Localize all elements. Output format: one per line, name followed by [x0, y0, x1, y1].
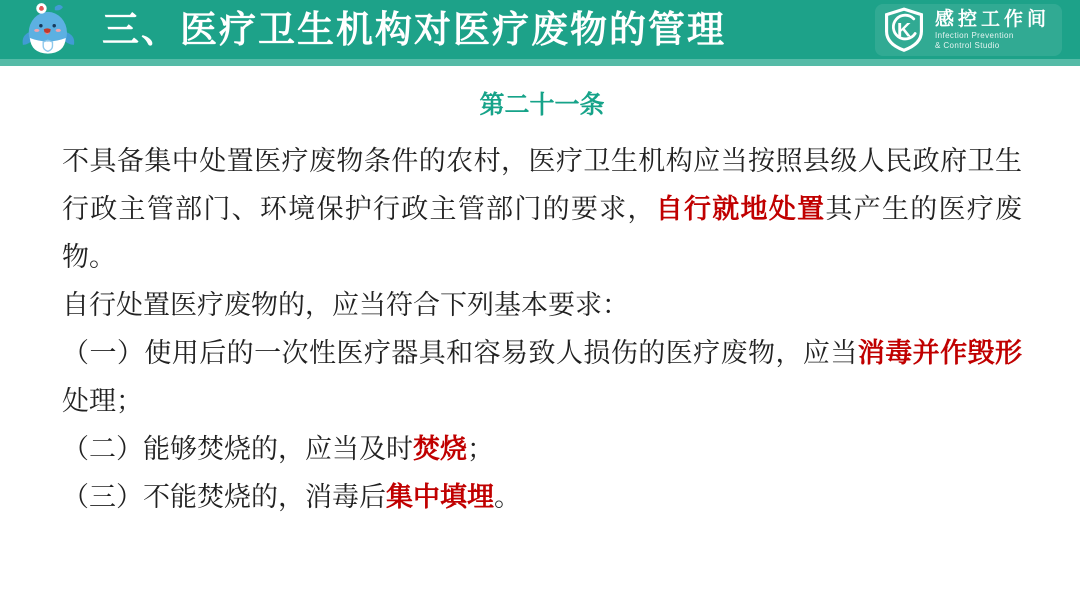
body-text: 。 — [494, 482, 521, 512]
body-text: 自行处置医疗废物的，应当符合下列基本要求： — [62, 290, 629, 320]
body-text: （一）使用后的一次性医疗器具和容易致人损伤的医疗废物，应当 — [62, 338, 858, 368]
article-text — [62, 137, 1022, 521]
k-shield-icon — [883, 7, 925, 53]
body-paragraph — [62, 473, 1022, 521]
body-paragraph — [62, 329, 1022, 425]
logo-name: 感控工作间 — [934, 9, 1050, 30]
svg-text:K: K — [896, 18, 912, 41]
body-text: ； — [467, 434, 494, 464]
highlight-text: 集中填埋 — [386, 482, 494, 512]
nurse-fish-mascot-icon — [20, 2, 78, 60]
body-paragraph — [62, 425, 1022, 473]
body-text: （二）能够焚烧的，应当及时 — [62, 434, 413, 464]
studio-logo — [875, 4, 1062, 56]
body-text: 其产生的医疗废物。 — [62, 194, 1023, 272]
body-text: 不具备集中处置医疗废物条件的农村，医疗卫生机构应当按照县级人民政府卫生行政主管部门、环境保护行政主管部门的要求， — [62, 146, 1022, 224]
body-paragraph — [62, 137, 1022, 281]
header-bottom-edge — [0, 59, 1080, 66]
slide-body — [0, 66, 1080, 521]
article-heading: 第二十一条 — [479, 91, 605, 119]
body-paragraph — [62, 281, 1022, 329]
slide-header — [0, 0, 1080, 59]
logo-text — [935, 8, 1050, 51]
page-title: 三、医疗卫生机构对医疗废物的管理 — [102, 9, 726, 50]
highlight-text: 自行就地处置 — [655, 194, 826, 224]
body-text: （三）不能焚烧的，消毒后 — [62, 482, 386, 512]
body-text: 处理； — [62, 386, 143, 416]
logo-subtitle-line2: & Control Studio — [934, 41, 1000, 50]
highlight-text: 消毒并作毁形 — [857, 338, 1023, 368]
logo-subtitle-line1: Infection Prevention — [934, 31, 1014, 40]
highlight-text: 焚烧 — [413, 434, 467, 464]
